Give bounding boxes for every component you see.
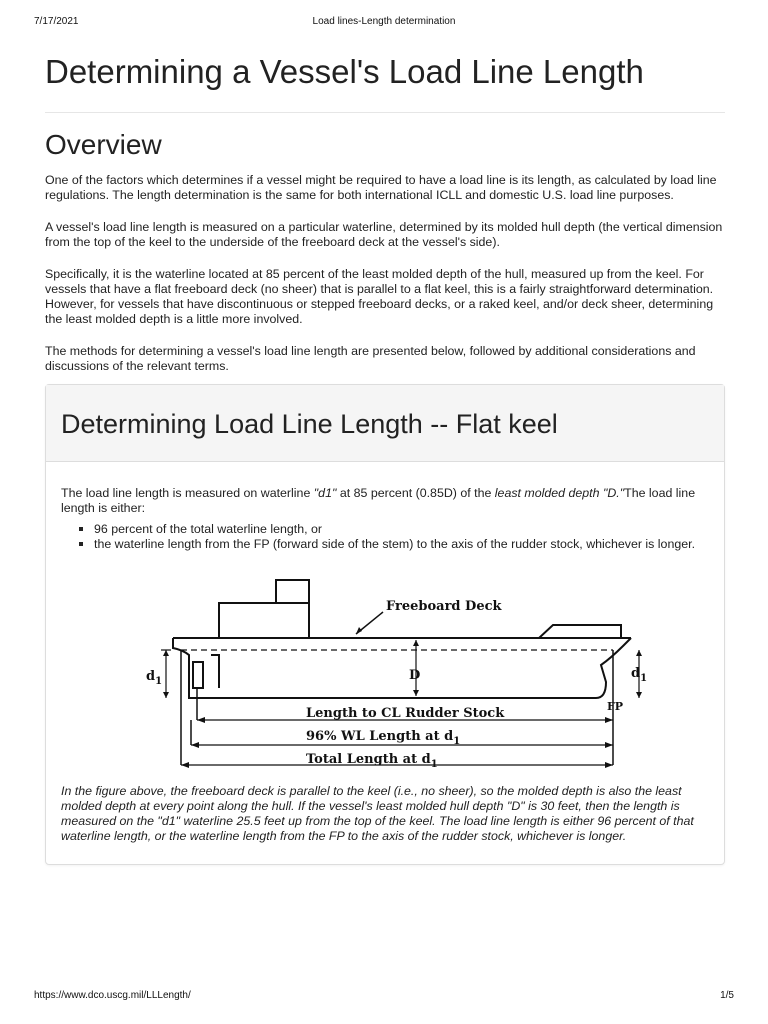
intro-d1: "d1": [313, 486, 337, 500]
print-date: 7/17/2021: [34, 16, 79, 27]
list-item-text: 96 percent of the total waterline length, or: [94, 522, 322, 536]
overview-paragraph-3: Specifically, it is the waterline located at 85 percent of the least molded depth of the hull, measured up from the keel. For vessels that have a flat freeboard deck (no sheer) that is parallel to a flat keel, this is a fairly straightforward determination. However, for vessels that have discontinuous or stepped freeboard decks, or a raked keel, and/or deck sheer, determining the least molded depth is a little more involved.: [45, 267, 714, 326]
forecastle-shape: [539, 625, 621, 638]
print-url: https://www.dco.uscg.mil/LLLength/: [34, 990, 191, 1001]
length-cl-label: Length to CL Rudder Stock: [306, 706, 505, 721]
overview-heading: Overview: [45, 129, 162, 160]
arrow-left-icon: [197, 717, 205, 723]
arrow-right-icon: [605, 742, 613, 748]
vessel-diagram: [101, 570, 661, 770]
depth-label: D: [409, 668, 421, 683]
page-title: Determining a Vessel's Load Line Length: [45, 48, 725, 113]
arrow-left-icon: [181, 762, 189, 768]
intro-text-1: The load line length is measured on waterline: [61, 486, 314, 500]
print-footer: [34, 990, 734, 1004]
flat-keel-panel-heading: [46, 385, 724, 462]
intro-least-molded-depth: least molded depth "D.": [494, 486, 625, 500]
hull-outline: [173, 638, 631, 698]
flat-keel-panel: [45, 384, 725, 865]
length-options-list: [61, 522, 709, 552]
list-item: [94, 522, 709, 537]
print-title: Load lines-Length determination: [312, 16, 456, 27]
left-d1-label: $d_1$: [146, 669, 163, 687]
total-length-label: Total Length at $d_1$: [306, 752, 438, 770]
arrow-down-icon: [163, 692, 169, 698]
overview-paragraph-4: The methods for determining a vessel's load line length are presented below, followed by additional considerations and discussions of the relevant terms.: [45, 344, 696, 373]
arrow-up-icon: [413, 640, 419, 646]
freeboard-deck-label: Freeboard Deck: [386, 599, 502, 614]
arrow-down-icon: [636, 692, 642, 698]
flat-keel-panel-body: [46, 462, 724, 864]
leader-arrow-icon: [356, 627, 362, 634]
arrow-up-icon: [163, 650, 169, 656]
fp-label: FP: [607, 700, 624, 713]
intro-text-2: at 85 percent (0.85D) of the: [336, 486, 495, 500]
arrow-right-icon: [605, 717, 613, 723]
bridge-shape: [276, 580, 309, 603]
flat-keel-heading: Determining Load Line Length -- Flat keel: [61, 409, 558, 439]
right-d1-label: $d_1$: [631, 666, 648, 684]
arrow-down-icon: [413, 690, 419, 696]
bullet-icon: [79, 527, 83, 531]
main-content: [45, 48, 725, 865]
arrow-right-icon: [605, 762, 613, 768]
arrow-left-icon: [191, 742, 199, 748]
list-item-text: the waterline length from the FP (forward side of the stem) to the axis of the rudder stock, whichever is longer.: [94, 537, 696, 551]
deckhouse-shape: [219, 603, 309, 638]
arrow-up-icon: [636, 650, 642, 656]
page-number: 1/5: [720, 990, 734, 1001]
flat-keel-intro: [61, 486, 709, 516]
bullet-icon: [79, 542, 83, 546]
rudder-shape: [193, 662, 203, 688]
print-header: [34, 16, 734, 30]
overview-paragraph-2: A vessel's load line length is measured on a particular waterline, determined by its molded hull depth (the vertical dimension from the top of the keel to the underside of the freeboard deck at the vessel's side).: [45, 220, 723, 249]
load-line-figure: [101, 570, 661, 770]
stern-step: [211, 655, 219, 688]
overview-paragraph-1: One of the factors which determines if a vessel might be required to have a load line is its length, as calculated by load line regulations. The length determination is the same for both international ICLL and domestic U.S. load line purposes.: [45, 173, 717, 202]
figure-caption: In the figure above, the freeboard deck is parallel to the keel (i.e., no sheer), so the molded depth is also the least molded depth at every point along the hull. If the vessel's least molded hull depth "D" is 30 feet, then the length is measured on the "d1" waterline 25.5 feet up from the top of the keel. The load line length is either 96 percent of that waterline length, or the waterline length from the FP to the axis of the rudder stock, whichever is longer.: [61, 784, 694, 843]
intro-text-3: The load line length is either:: [61, 486, 696, 515]
list-item: [94, 537, 709, 552]
wl96-label: 96% WL Length at $d_1$: [306, 729, 461, 747]
